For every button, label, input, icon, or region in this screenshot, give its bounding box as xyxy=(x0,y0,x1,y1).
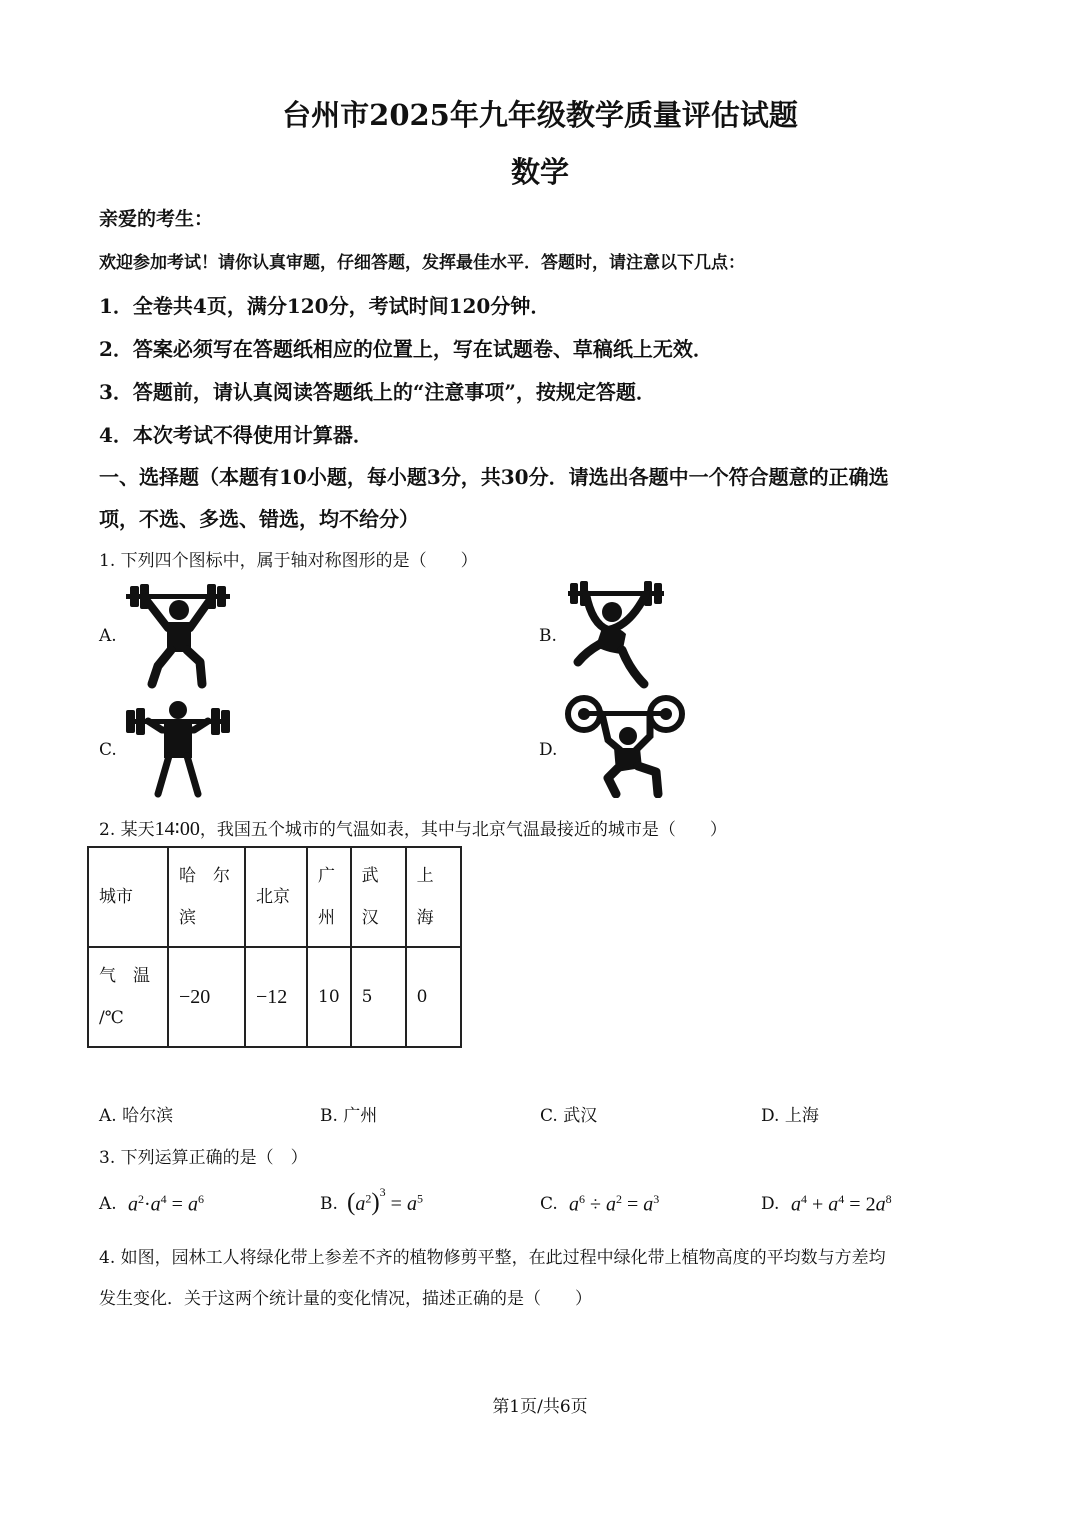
weightlifter-c-icon xyxy=(122,700,234,798)
table-value-beijing: −12 xyxy=(245,947,307,1047)
q1-option-c-label: C. xyxy=(99,740,117,760)
q2-stem-prefix: 2. 某天 xyxy=(99,820,155,840)
q2-option-a: A. 哈尔滨 xyxy=(99,1106,174,1126)
table-city-beijing: 北京 xyxy=(245,847,307,947)
weightlifter-d-icon xyxy=(564,692,686,798)
rule-3: 3．答题前，请认真阅读答题纸上的“注意事项”，按规定答题． xyxy=(99,380,656,404)
q1-option-a-label: A. xyxy=(99,626,117,646)
q2-option-c: C. 武汉 xyxy=(540,1106,598,1126)
question-4-line1: 4. 如图，园林工人将绿化带上参差不齐的植物修剪平整，在此过程中绿化带上植物高度的平均数与方差均 xyxy=(99,1248,886,1268)
table-value-wuhan: 5 xyxy=(351,947,406,1047)
table-city-shanghai: 上 海 xyxy=(406,847,461,947)
q3-option-d-formula: $a^4 + a^4 = 2a^8$ xyxy=(791,1192,892,1216)
q2-option-d: D. 上海 xyxy=(761,1106,819,1126)
question-2-stem xyxy=(99,815,727,841)
table-city-wuhan: 武 汉 xyxy=(351,847,406,947)
welcome-text: 欢迎参加考试！请你认真审题，仔细答题，发挥最佳水平．答题时，请注意以下几点： xyxy=(99,253,745,273)
q2-option-b: B. 广州 xyxy=(320,1106,378,1126)
q3-option-b-formula: $(a^2)^3 = a^5$ xyxy=(347,1185,423,1216)
q2-stem-suffix: ，我国五个城市的气温如表，其中与北京气温最接近的城市是（ ） xyxy=(199,820,727,840)
table-header-city-label: 城市 xyxy=(88,847,168,947)
table-temperature-label: 气 温 /℃ xyxy=(88,947,168,1047)
greeting: 亲爱的考生： xyxy=(99,208,214,230)
rule-2: 2．答案必须写在答题纸相应的位置上，写在试题卷、草稿纸上无效． xyxy=(99,337,713,361)
q1-option-b-label: B. xyxy=(539,626,557,646)
q1-option-d-label: D. xyxy=(539,740,558,760)
table-city-guangzhou: 广 州 xyxy=(307,847,351,947)
table-value-harbin: −20 xyxy=(168,947,245,1047)
page-number: 第1页/共6页 xyxy=(492,1397,588,1417)
q3-option-c-formula: $a^6 \div a^2 = a^3$ xyxy=(569,1192,660,1216)
exam-subject: 数学 xyxy=(510,155,569,189)
table-value-guangzhou: 10 xyxy=(307,947,351,1047)
exam-title: 台州市2025年九年级教学质量评估试题 xyxy=(282,98,798,132)
section-heading-line2: 项，不选、多选、错选，均不给分） xyxy=(99,507,419,531)
question-1-stem: 1. 下列四个图标中，属于轴对称图形的是（ ） xyxy=(99,551,478,571)
question-3-stem: 3. 下列运算正确的是（ ） xyxy=(99,1148,308,1168)
q3-option-d-label: D. xyxy=(761,1194,780,1214)
rule-1: 1．全卷共4页，满分120分，考试时间120分钟． xyxy=(99,294,551,318)
temperature-table xyxy=(87,846,462,1048)
section-heading-line1: 一、选择题（本题有10小题，每小题3分，共30分．请选出各题中一个符合题意的正确选 xyxy=(99,465,889,489)
table-row-temperature xyxy=(88,947,461,1047)
q3-option-c-label: C. xyxy=(540,1194,558,1214)
q3-option-a-label: A. xyxy=(99,1194,117,1214)
q3-option-a-formula: $a^2\cdot a^4 = a^6$ xyxy=(128,1192,204,1216)
question-4-line2: 发生变化．关于这两个统计量的变化情况，描述正确的是（ ） xyxy=(99,1289,592,1309)
table-value-shanghai: 0 xyxy=(406,947,461,1047)
rule-4: 4．本次考试不得使用计算器． xyxy=(99,423,373,447)
q2-time: 14∶00 xyxy=(154,818,200,840)
q3-option-b-label: B. xyxy=(320,1194,338,1214)
table-header-row xyxy=(88,847,461,947)
table-city-harbin: 哈 尔 滨 xyxy=(168,847,245,947)
weightlifter-b-icon xyxy=(564,578,668,690)
weightlifter-a-icon xyxy=(122,580,234,690)
